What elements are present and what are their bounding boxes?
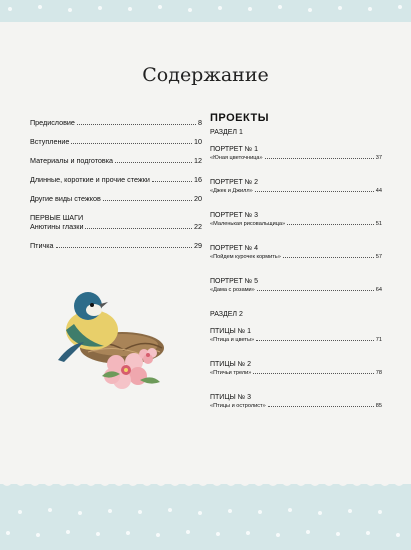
toc-entry[interactable] <box>210 336 382 344</box>
dot-leader <box>257 290 374 291</box>
toc-entry-label: Длинные, короткие и прочие стежки <box>30 175 150 184</box>
dot-leader <box>265 158 374 159</box>
scallop-edge-bottom <box>0 480 411 492</box>
toc-item[interactable] <box>210 244 382 261</box>
toc-entry-label: Материалы и подготовка <box>30 156 114 165</box>
dot-leader <box>255 191 374 192</box>
toc-item-heading: ПОРТРЕТ № 2 <box>210 179 259 186</box>
toc-entry-label: «Джек и Джилл» <box>210 188 253 194</box>
toc-item-heading: ПТИЦЫ № 3 <box>210 394 252 401</box>
toc-entry-label: «Птицы и остролист» <box>210 403 266 409</box>
toc-entry-page: 8 <box>198 118 202 127</box>
toc-item[interactable] <box>210 145 382 162</box>
dot-leader <box>71 143 192 144</box>
toc-right-column <box>210 112 382 426</box>
toc-entry-label: «Дама с розами» <box>210 287 255 293</box>
toc-entry-label: Птичка <box>30 241 54 250</box>
toc-item-heading: ПОРТРЕТ № 5 <box>210 278 259 285</box>
dot-leader <box>152 181 192 182</box>
toc-entry-page: 29 <box>194 241 202 250</box>
toc-item-heading: ПОРТРЕТ № 4 <box>210 245 259 252</box>
dot-leader <box>287 224 374 225</box>
toc-item[interactable] <box>210 393 382 410</box>
toc-entry[interactable] <box>30 137 202 146</box>
toc-entry[interactable] <box>210 369 382 377</box>
toc-entry-label: «Пойдем курочек кормить» <box>210 254 281 260</box>
dot-leader <box>85 228 192 229</box>
decorative-border-bottom <box>0 505 411 519</box>
toc-entry-page: 57 <box>375 254 382 260</box>
toc-entry-label: «Маленькая рисовальщица» <box>210 221 286 227</box>
toc-entry-label: «Юная цветочница» <box>210 155 263 161</box>
part-heading-1: РАЗДЕЛ 1 <box>210 129 243 136</box>
toc-entry-label: Вступление <box>30 137 70 146</box>
bird-on-nest-illustration <box>44 290 180 390</box>
toc-entry[interactable] <box>30 222 202 231</box>
dot-leader <box>268 406 374 407</box>
toc-entry-page: 71 <box>375 337 382 343</box>
toc-entry-label: «Птица и цветы» <box>210 337 255 343</box>
toc-item-heading: ПОРТРЕТ № 3 <box>210 212 259 219</box>
toc-entry[interactable] <box>210 187 382 195</box>
toc-item[interactable] <box>210 360 382 377</box>
decorative-border-top <box>0 2 411 16</box>
toc-item[interactable] <box>210 178 382 195</box>
toc-entry[interactable] <box>210 402 382 410</box>
toc-entry-page: 12 <box>194 156 202 165</box>
toc-entry[interactable] <box>210 154 382 162</box>
toc-entry-page: 64 <box>375 287 382 293</box>
dot-leader <box>56 247 192 248</box>
page-title: Содержание <box>142 64 269 86</box>
dot-leader <box>256 340 374 341</box>
dot-leader <box>283 257 374 258</box>
toc-entry-label: Анютины глазки <box>30 222 84 231</box>
toc-entry-page: 20 <box>194 194 202 203</box>
toc-entry-page: 44 <box>375 188 382 194</box>
toc-item[interactable] <box>210 277 382 294</box>
section-heading-first-steps: ПЕРВЫЕ ШАГИ <box>30 213 84 222</box>
toc-entry-label: Другие виды стежков <box>30 194 101 203</box>
toc-entry-page: 85 <box>375 403 382 409</box>
toc-entry-page: 37 <box>375 155 382 161</box>
toc-entry-page: 78 <box>375 370 382 376</box>
toc-entry-page: 16 <box>194 175 202 184</box>
toc-item-heading: ПОРТРЕТ № 1 <box>210 146 259 153</box>
toc-left-column <box>30 118 202 260</box>
toc-entry-label: Предисловие <box>30 118 75 127</box>
toc-entry[interactable] <box>210 220 382 228</box>
dot-leader <box>253 373 373 374</box>
toc-item-heading: ПТИЦЫ № 2 <box>210 361 252 368</box>
toc-entry-page: 22 <box>194 222 202 231</box>
toc-entry[interactable] <box>30 194 202 203</box>
toc-entry[interactable] <box>30 118 202 127</box>
dot-leader <box>115 162 192 163</box>
dot-leader <box>77 124 196 125</box>
toc-entry[interactable] <box>30 156 202 165</box>
dot-leader <box>103 200 192 201</box>
toc-entry-page: 51 <box>375 221 382 227</box>
toc-entry[interactable] <box>30 175 202 184</box>
toc-entry-label: «Птичьи трели» <box>210 370 252 376</box>
decorative-border-bottom-2 <box>0 527 411 541</box>
toc-entry-page: 10 <box>194 137 202 146</box>
part-heading-2: РАЗДЕЛ 2 <box>210 311 243 318</box>
scallop-edge-top <box>0 16 411 28</box>
toc-entry[interactable] <box>210 253 382 261</box>
toc-entry[interactable] <box>210 286 382 294</box>
toc-item[interactable] <box>210 211 382 228</box>
toc-item-heading: ПТИЦЫ № 1 <box>210 328 252 335</box>
toc-entry[interactable] <box>30 241 202 250</box>
section-heading-projects: ПРОЕКТЫ <box>210 112 269 124</box>
toc-item[interactable] <box>210 327 382 344</box>
